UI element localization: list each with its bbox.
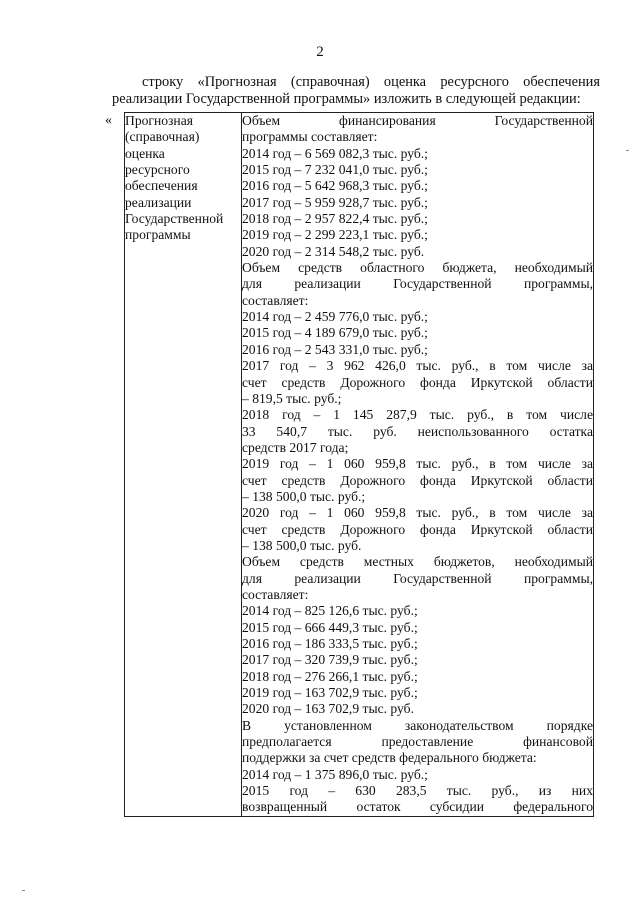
heading-line: ресурсного bbox=[125, 162, 190, 178]
content-line: 2017 год – 320 739,9 тыс. руб.; bbox=[242, 652, 418, 668]
content-line: 2019 год – 2 299 223,1 тыс. руб.; bbox=[242, 227, 428, 243]
content-line: 2015 год – 666 449,3 тыс. руб.; bbox=[242, 619, 418, 635]
content-line: 2020 год – 1 060 959,8 тыс. руб., в том числе за bbox=[242, 505, 593, 521]
content-line: 2018 год – 276 266,1 тыс. руб.; bbox=[242, 668, 418, 684]
heading-line: оценка bbox=[125, 145, 165, 161]
opening-quote-mark: « bbox=[105, 113, 112, 128]
content-line: 2014 год – 2 459 776,0 тыс. руб.; bbox=[242, 309, 428, 325]
content-line: 2014 год – 6 569 082,3 тыс. руб.; bbox=[242, 145, 428, 161]
content-line: 2015 год – 4 189 679,0 тыс. руб.; bbox=[242, 325, 428, 341]
content-line: счет средств Дорожного фонда Иркутской области bbox=[242, 374, 593, 390]
content-line: 2016 год – 2 543 331,0 тыс. руб.; bbox=[242, 341, 428, 357]
content-line: 2016 год – 5 642 968,3 тыс. руб.; bbox=[242, 178, 428, 194]
content-line: поддержки за счет средств федерального бюджета: bbox=[242, 750, 537, 766]
content-line: составляет: bbox=[242, 292, 309, 308]
content-line: 2014 год – 825 126,6 тыс. руб.; bbox=[242, 603, 418, 619]
resource-table bbox=[124, 112, 594, 817]
content-line: составляет: bbox=[242, 586, 309, 602]
heading-line: программы bbox=[125, 227, 191, 243]
content-line: – 138 500,0 тыс. руб.; bbox=[242, 488, 366, 504]
heading-line: реализации bbox=[125, 194, 192, 210]
content-line: 2020 год – 163 702,9 тыс. руб. bbox=[242, 701, 414, 717]
content-line: 2017 год – 3 962 426,0 тыс. руб., в том числе за bbox=[242, 358, 593, 374]
content-line: программы составляет: bbox=[242, 129, 378, 145]
content-line: 2015 год – 630 283,5 тыс. руб., из них bbox=[242, 783, 593, 799]
content-line: 2019 год – 1 060 959,8 тыс. руб., в том числе за bbox=[242, 456, 593, 472]
content-line: 2016 год – 186 333,5 тыс. руб.; bbox=[242, 636, 418, 651]
content-line: для реализации Государственной программы, bbox=[242, 276, 593, 292]
content-line: предполагается предоставление финансовой bbox=[242, 734, 593, 750]
content-line: 2020 год – 2 314 548,2 тыс. руб. bbox=[242, 243, 425, 259]
row-content-cell bbox=[242, 113, 594, 817]
heading-line: Государственной bbox=[125, 211, 224, 227]
table-row bbox=[125, 113, 594, 817]
page-number: 2 bbox=[316, 44, 324, 60]
content-line: Объем средств местных бюджетов, необходимый bbox=[242, 554, 593, 570]
content-line: средств 2017 года; bbox=[242, 439, 349, 455]
content-line: В установленном законодательством порядке bbox=[242, 717, 593, 733]
heading-line: Прогнозная bbox=[125, 113, 193, 128]
content-line: – 819,5 тыс. руб.; bbox=[242, 390, 342, 406]
content-line: 2018 год – 1 145 287,9 тыс. руб., в том числе bbox=[242, 407, 593, 423]
row-heading-cell bbox=[125, 113, 242, 817]
intro-paragraph bbox=[112, 74, 600, 108]
content-line: для реализации Государственной программы, bbox=[242, 570, 593, 586]
scan-artifact bbox=[626, 150, 629, 151]
intro-line-2: реализации Государственной программы» изложить в следующей редакции: bbox=[112, 91, 581, 107]
heading-line: обеспечения bbox=[125, 178, 198, 194]
content-line: Объем средств областного бюджета, необходимый bbox=[242, 260, 593, 276]
content-line: 2018 год – 2 957 822,4 тыс. руб.; bbox=[242, 211, 428, 227]
content-line: 33 540,7 тыс. руб. неиспользованного остатка bbox=[242, 423, 593, 439]
content-line: 2014 год – 1 375 896,0 тыс. руб.; bbox=[242, 766, 428, 782]
intro-line-1: строку «Прогнозная (справочная) оценка ресурсного обеспечения bbox=[142, 74, 600, 90]
content-line: 2019 год – 163 702,9 тыс. руб.; bbox=[242, 685, 418, 701]
content-line: счет средств Дорожного фонда Иркутской области bbox=[242, 472, 593, 488]
content-line: счет средств Дорожного фонда Иркутской области bbox=[242, 521, 593, 537]
content-line: – 138 500,0 тыс. руб. bbox=[242, 537, 362, 553]
scan-artifact bbox=[22, 890, 25, 891]
content-line: 2015 год – 7 232 041,0 тыс. руб.; bbox=[242, 162, 428, 178]
heading-line: (справочная) bbox=[125, 129, 200, 145]
content-line: Объем финансирования Государственной bbox=[242, 113, 593, 128]
content-line: возвращенный остаток субсидии федерального bbox=[242, 799, 593, 815]
content-line: 2017 год – 5 959 928,7 тыс. руб.; bbox=[242, 194, 428, 210]
